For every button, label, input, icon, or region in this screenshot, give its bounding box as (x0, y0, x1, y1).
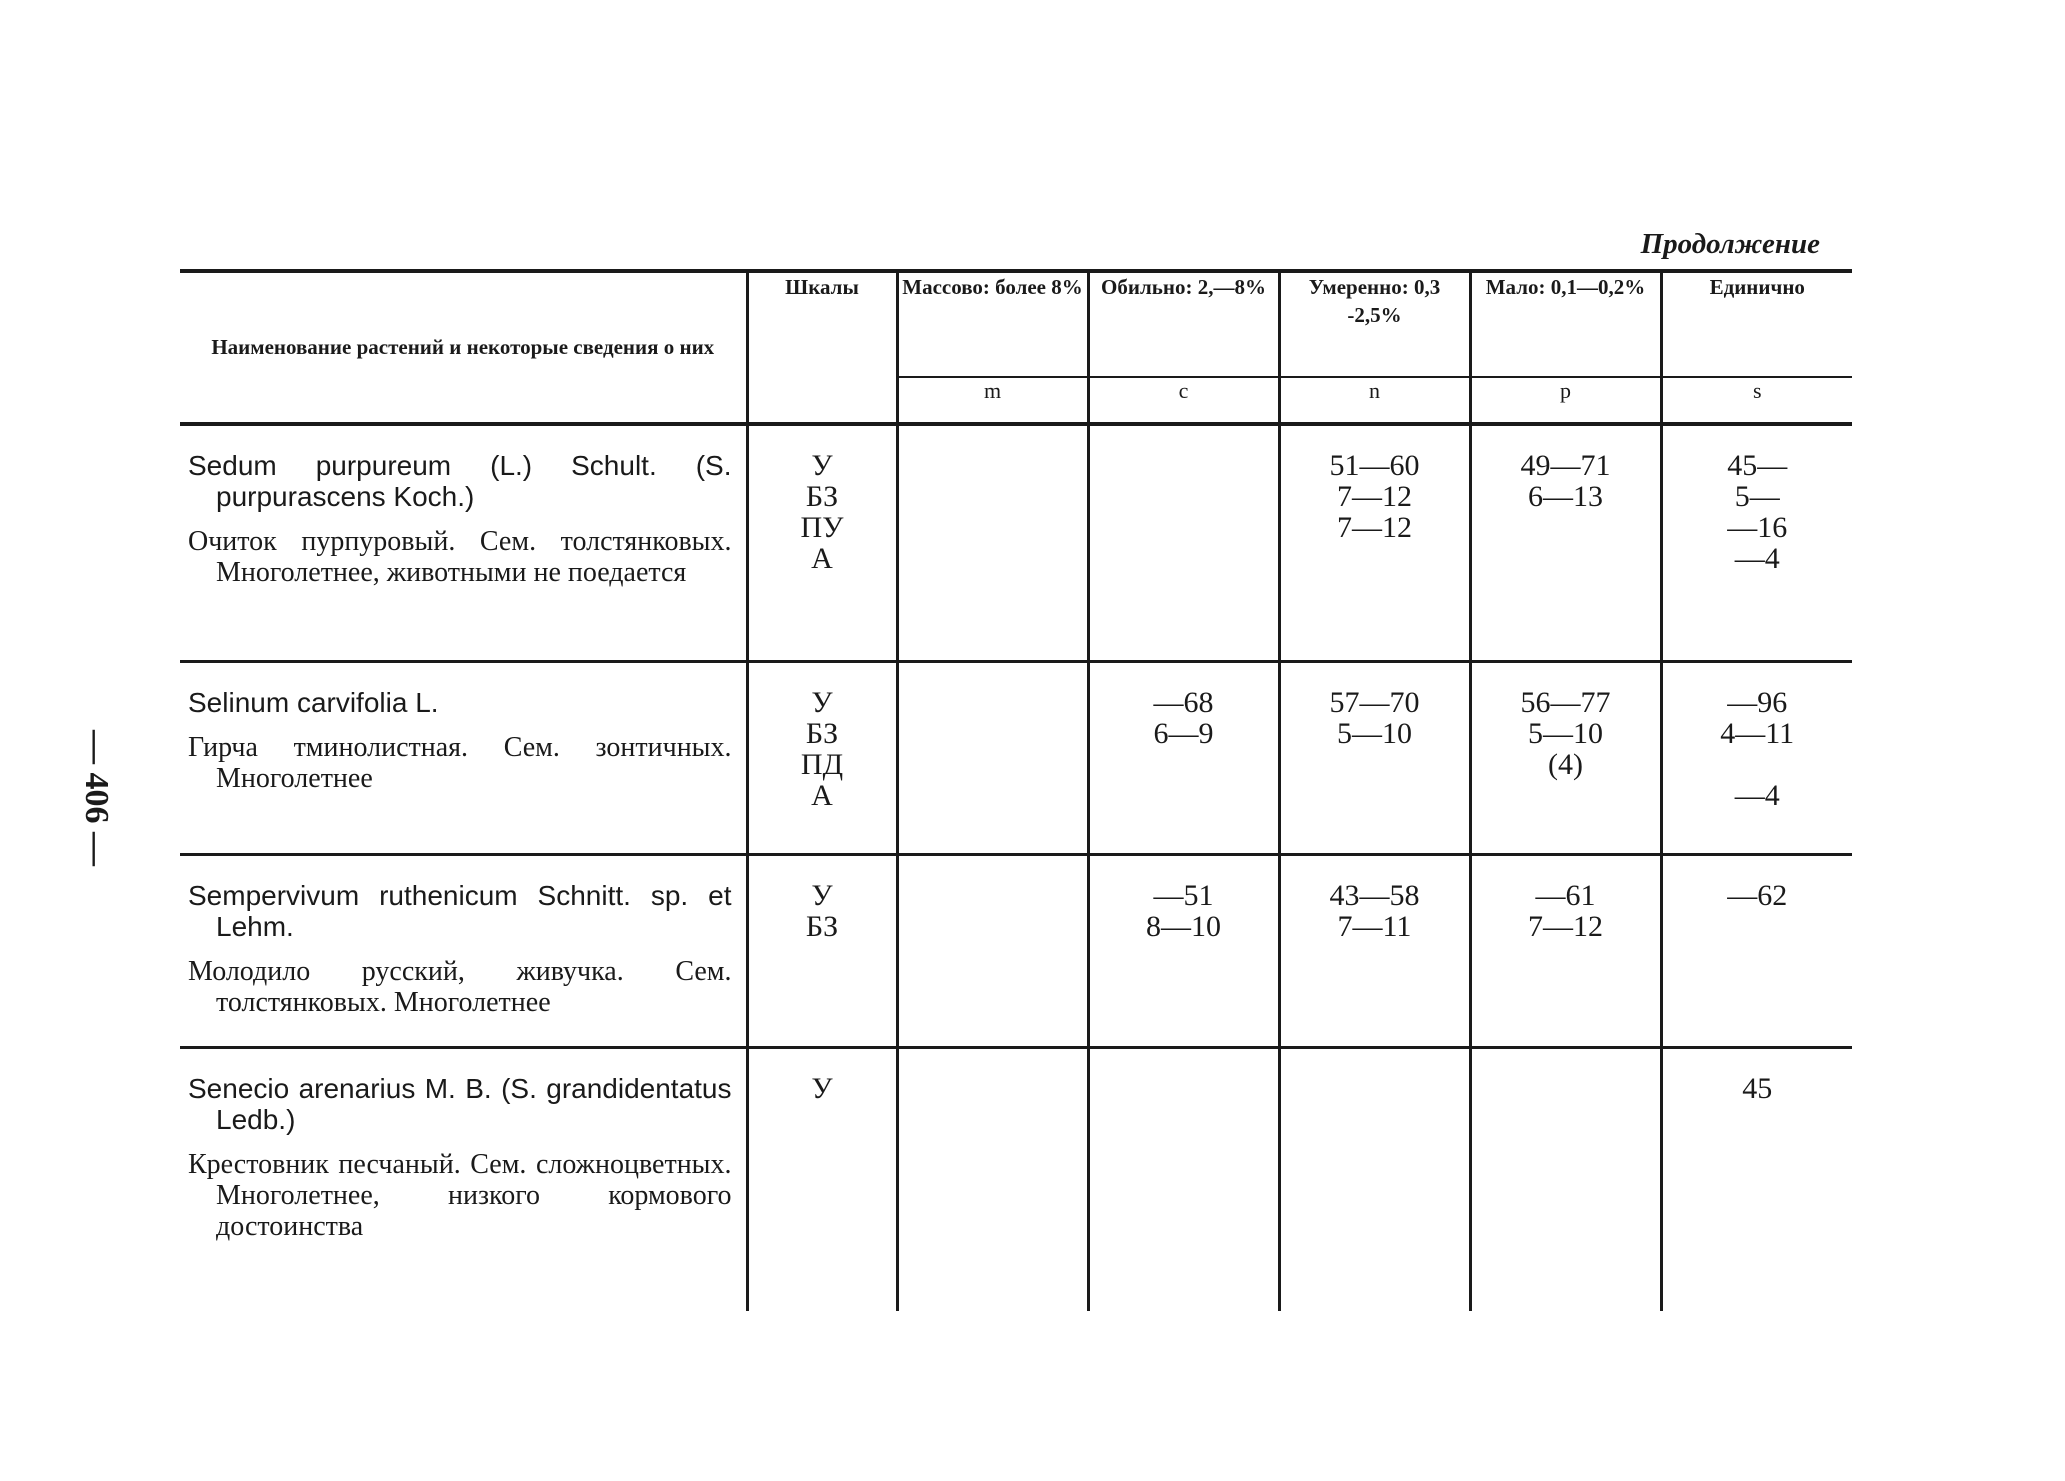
value-cell-s (1661, 856, 1852, 1048)
value-cell-c (1088, 663, 1279, 855)
plant-table (180, 269, 1852, 1311)
table-header (180, 271, 1852, 426)
plant-latin-name: Senecio arenarius M. B. (S. grandidentatus Ledb.) (188, 1073, 732, 1135)
value-p: 5—10 (1528, 717, 1603, 750)
table-row (180, 856, 1852, 1048)
header-single: Единично (1661, 273, 1852, 377)
page-number: — 406 — (78, 730, 115, 866)
scales-cell (747, 426, 897, 662)
value-n: 5—10 (1337, 717, 1412, 750)
value-cell-n (1279, 663, 1470, 855)
scales-cell (747, 663, 897, 855)
value-p: 7—12 (1528, 910, 1603, 943)
value-p: (4) (1548, 748, 1583, 781)
table-row (180, 663, 1852, 855)
value-n: 7—11 (1337, 910, 1412, 943)
plant-name-cell (180, 663, 747, 855)
value-c: —68 (1153, 686, 1214, 719)
value-s: 45 (1742, 1072, 1773, 1105)
plant-russian-description: Молодило русский, живучка. Сем. толстянковых. Многолетнее (188, 956, 732, 1018)
scale-code: У (811, 1072, 833, 1105)
header-code-n: n (1279, 377, 1470, 424)
header-name: Наименование растений и некоторые сведения о них (211, 334, 715, 359)
value-cell-n (1279, 1049, 1470, 1311)
table-row (180, 1049, 1852, 1311)
value-cell-s (1661, 426, 1852, 662)
plant-latin-name: Sempervivum ruthenicum Schnitt. sp. et Lehm. (188, 880, 732, 942)
value-n: 7—12 (1337, 480, 1412, 513)
value-cell-n (1279, 426, 1470, 662)
scales-cell (747, 856, 897, 1048)
header-few: Мало: 0,1—0,2% (1470, 273, 1661, 377)
scale-code: У (811, 449, 833, 482)
header-moderate: Умеренно: 0,3 -2,5% (1279, 273, 1470, 377)
header-code-p: p (1470, 377, 1661, 424)
value-p: 6—13 (1528, 480, 1603, 513)
plant-russian-description: Гирча тминолистная. Сем. зонтичных. Многолетнее (188, 732, 732, 794)
scale-code: ПУ (800, 511, 844, 544)
value-n: 51—60 (1329, 449, 1420, 482)
header-code-s: s (1661, 377, 1852, 424)
value-cell-m (897, 1049, 1088, 1311)
value-n: 7—12 (1337, 511, 1412, 544)
value-s: —4 (1734, 542, 1780, 575)
scale-code: У (811, 686, 833, 719)
scale-code: БЗ (805, 910, 839, 943)
continuation-label: Продолжение (1640, 228, 1820, 260)
table-row (180, 426, 1852, 662)
plant-russian-description: Крестовник песчаный. Сем. сложноцветных. Многолетнее, низкого кормового достоинства (188, 1149, 732, 1242)
plant-name-cell (180, 856, 747, 1048)
plant-russian-description: Очиток пурпуровый. Сем. толстянковых. Многолетнее, животными не поедается (188, 526, 732, 588)
value-c: —51 (1153, 879, 1214, 912)
value-cell-m (897, 663, 1088, 855)
header-scales: Шкалы (747, 273, 897, 424)
value-s (1663, 749, 1853, 780)
header-mass: Массово: более 8% (897, 273, 1088, 377)
scales-cell (747, 1049, 897, 1311)
value-cell-m (897, 856, 1088, 1048)
value-cell-p (1470, 1049, 1661, 1311)
value-cell-p (1470, 856, 1661, 1048)
scale-code: ПД (800, 748, 844, 781)
value-c: 6—9 (1153, 717, 1214, 750)
value-cell-p (1470, 426, 1661, 662)
scale-code: А (811, 542, 833, 575)
scale-code: А (811, 779, 833, 812)
scale-code: БЗ (805, 480, 839, 513)
value-cell-s (1661, 663, 1852, 855)
header-abundant: Обильно: 2,—8% (1088, 273, 1279, 377)
plant-name-cell (180, 426, 747, 662)
value-cell-m (897, 426, 1088, 662)
value-cell-s (1661, 1049, 1852, 1311)
header-code-c: c (1088, 377, 1279, 424)
plant-latin-name: Selinum carvifolia L. (188, 687, 439, 718)
value-p: 49—71 (1520, 449, 1611, 482)
value-n: 57—70 (1329, 686, 1420, 719)
value-cell-n (1279, 856, 1470, 1048)
table-body (180, 426, 1852, 1311)
value-p: —61 (1535, 879, 1596, 912)
value-cell-c (1088, 856, 1279, 1048)
value-s: 4—11 (1720, 717, 1795, 750)
value-cell-c (1088, 426, 1279, 662)
value-c: 8—10 (1146, 910, 1221, 943)
value-s: —16 (1727, 511, 1788, 544)
value-cell-p (1470, 663, 1661, 855)
value-s: —96 (1727, 686, 1788, 719)
value-s: 45— (1727, 449, 1788, 482)
scale-code: У (811, 879, 833, 912)
value-p: 56—77 (1520, 686, 1611, 719)
value-s: —4 (1734, 779, 1780, 812)
header-code-m: m (897, 377, 1088, 424)
value-n: 43—58 (1329, 879, 1420, 912)
plant-name-cell (180, 1049, 747, 1311)
value-s: —62 (1727, 879, 1788, 912)
plant-latin-name: Sedum purpureum (L.) Schult. (S. purpurascens Koch.) (188, 450, 732, 512)
value-s: 5— (1734, 480, 1780, 513)
scale-code: БЗ (805, 717, 839, 750)
value-cell-c (1088, 1049, 1279, 1311)
